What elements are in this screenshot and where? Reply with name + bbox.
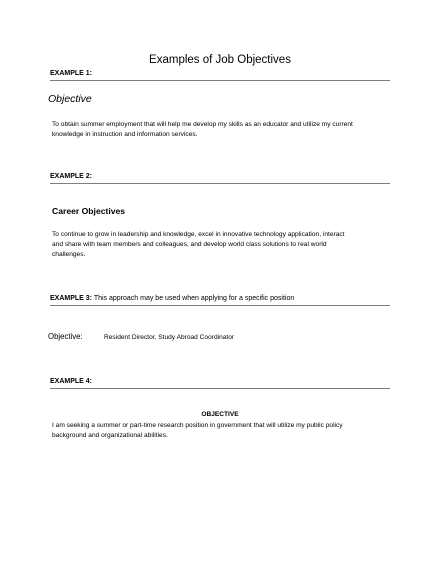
example-2-label: EXAMPLE 2: (50, 173, 93, 180)
example-3-objective-value: Resident Director, Study Abroad Coordinator (104, 334, 235, 341)
example-2-text-line-3: challenges. (52, 251, 86, 258)
example-3-header (50, 294, 390, 306)
example-3-note: This approach may be used when applying for a specific position (92, 295, 295, 302)
example-4-label: EXAMPLE 4: (50, 378, 93, 385)
example-1-heading: Objective (48, 93, 92, 105)
example-3-objective-label: Objective: (48, 332, 83, 341)
example-4-text-line-2: background and organizational abilities. (52, 432, 168, 439)
example-1-text-line-2: knowledge in instruction and information services. (52, 131, 198, 138)
example-4-heading: OBJECTIVE (201, 411, 239, 418)
example-2-heading: Career Objectives (52, 206, 126, 216)
example-2-text-line-2: and share with team members and colleagues, and develop world class solutions to real world (52, 241, 327, 248)
page-title: Examples of Job Objectives (149, 54, 291, 66)
example-1-text-line-1: To obtain summer employment that will help me develop my skills as an educator and utilize my current (52, 121, 353, 128)
example-4-text (52, 421, 382, 441)
example-1-label: EXAMPLE 1: (50, 70, 93, 77)
example-1-text (52, 120, 382, 140)
example-2-text-line-1: To continue to grow in leadership and knowledge, excel in innovative technology application, interact (52, 231, 345, 238)
example-2-header (50, 172, 390, 184)
example-4-header (50, 377, 390, 389)
example-2-text (52, 230, 382, 260)
example-4-text-line-1: I am seeking a summer or part-time research position in government that will utilize my public policy (52, 422, 343, 429)
example-3-label: EXAMPLE 3: (50, 295, 93, 302)
example-1-header (50, 69, 390, 81)
